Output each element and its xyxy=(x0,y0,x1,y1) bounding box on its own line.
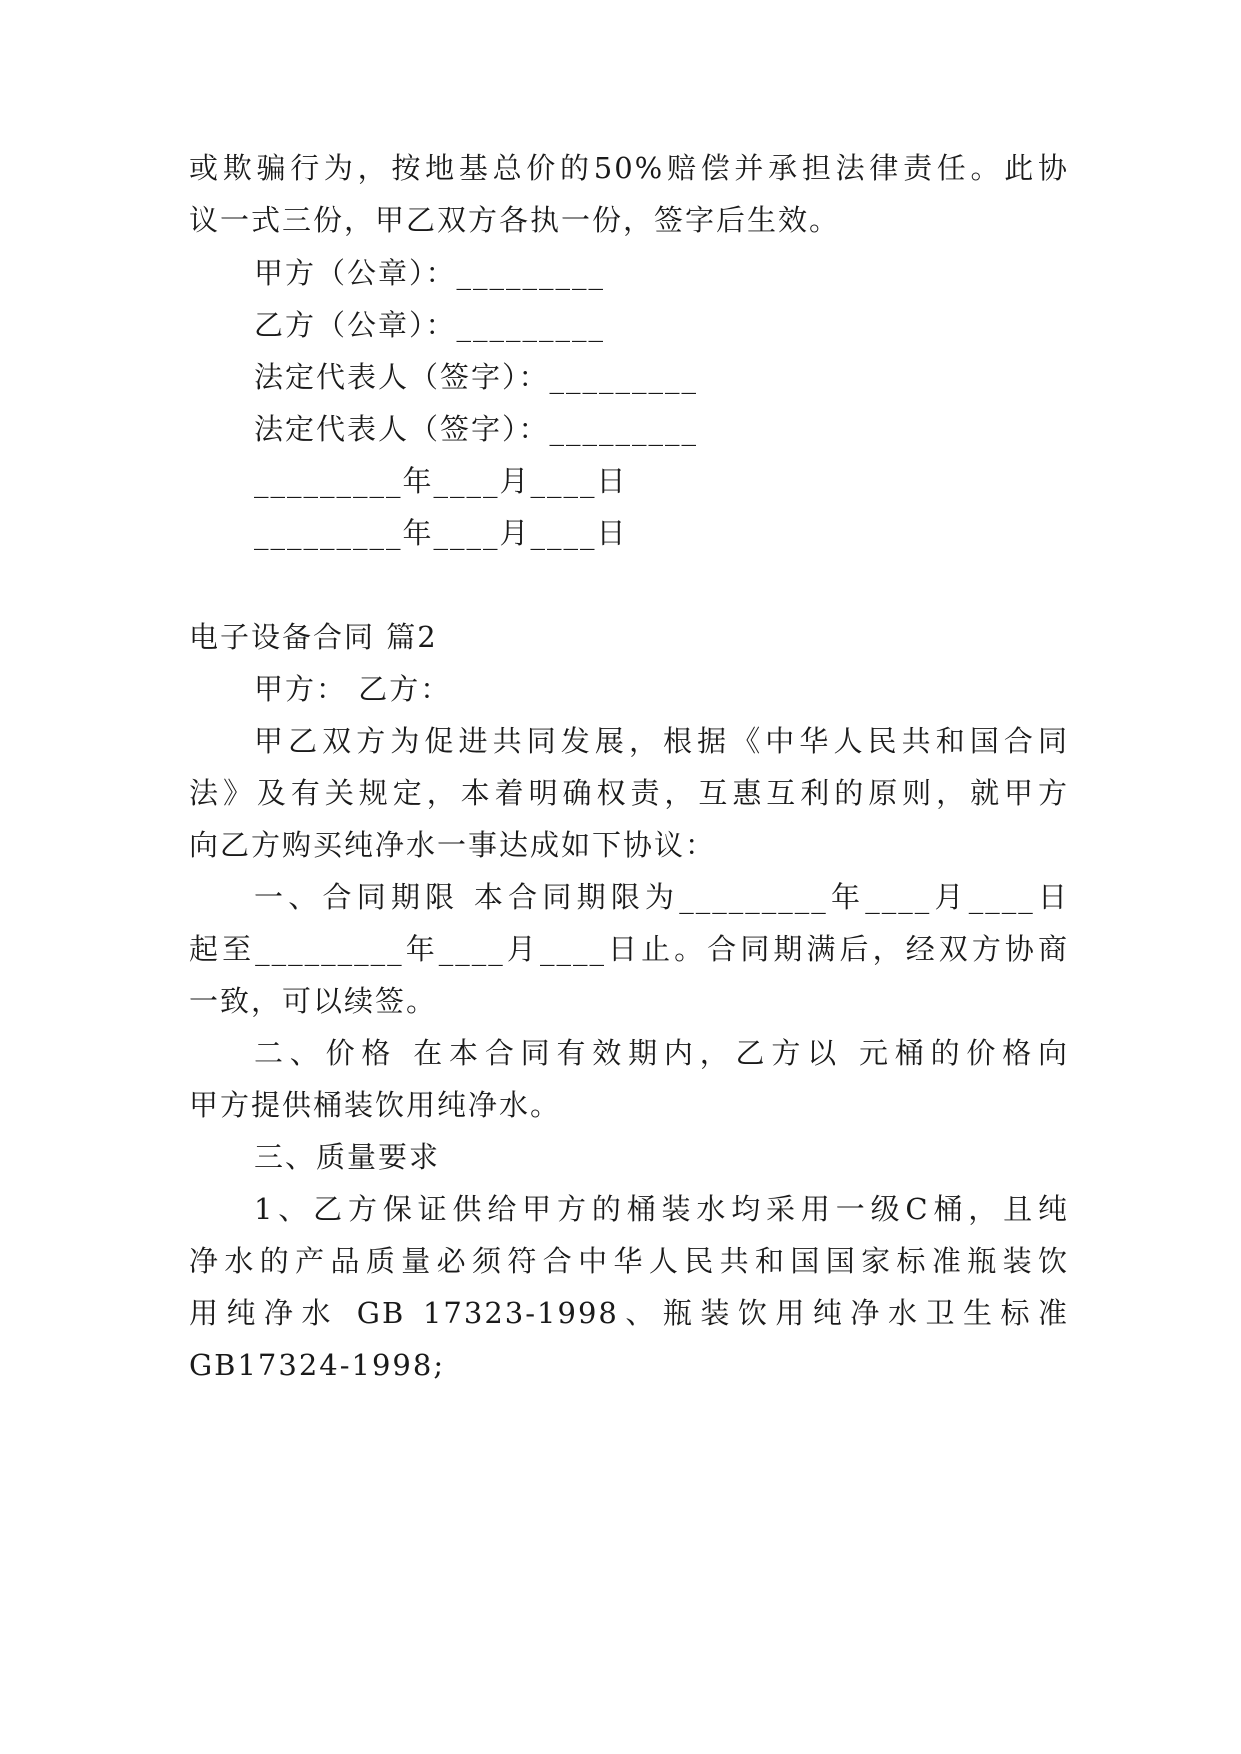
clause-3-item-1-line: 净水的产品质量必须符合中华人民共和国国家标准瓶装饮 xyxy=(189,1244,1069,1278)
paragraph-line: 甲乙双方为促进共同发展，根据《中华人民共和国合同 xyxy=(254,724,1069,758)
signature-date-b: _________年____月____日 xyxy=(254,516,628,550)
paragraph-line: 法》及有关规定，本着明确权责，互惠互利的原则，就甲方 xyxy=(189,776,1069,810)
parties-line: 甲方： 乙方： xyxy=(254,672,452,706)
paragraph-line: 向乙方购买纯净水一事达成如下协议： xyxy=(189,828,717,862)
clause-3-title: 三、质量要求 xyxy=(254,1140,441,1174)
clause-1-line: 一、合同期限 本合同期限为_________年____月____日 xyxy=(254,880,1069,914)
clause-2-line: 二、价格 在本合同有效期内，乙方以 元桶的价格向 xyxy=(254,1036,1070,1070)
signature-date-a: _________年____月____日 xyxy=(254,464,628,498)
clause-3-item-1-line: GB17324-1998; xyxy=(189,1348,446,1382)
signature-party-b: 乙方（公章）：_________ xyxy=(254,308,606,342)
section-title: 电子设备合同 篇2 xyxy=(189,620,438,654)
signature-legal-rep-b: 法定代表人（签字）：_________ xyxy=(254,412,699,446)
clause-3-item-1-line: 1、乙方保证供给甲方的桶装水均采用一级C桶，且纯 xyxy=(254,1192,1069,1226)
paragraph-line: 议一式三份，甲乙双方各执一份，签字后生效。 xyxy=(189,203,841,237)
clause-1-line: 起至_________年____月____日止。合同期满后，经双方协商 xyxy=(189,932,1069,966)
paragraph-line: 或欺骗行为，按地基总价的50%赔偿并承担法律责任。此协 xyxy=(189,151,1069,185)
clause-3-item-1-line: 用纯净水 GB 17323-1998、瓶装饮用纯净水卫生标准 xyxy=(189,1296,1069,1330)
signature-party-a: 甲方（公章）：_________ xyxy=(254,256,606,290)
clause-1-line: 一致，可以续签。 xyxy=(189,984,438,1018)
signature-legal-rep-a: 法定代表人（签字）：_________ xyxy=(254,360,699,394)
clause-2-line: 甲方提供桶装饮用纯净水。 xyxy=(189,1088,562,1122)
